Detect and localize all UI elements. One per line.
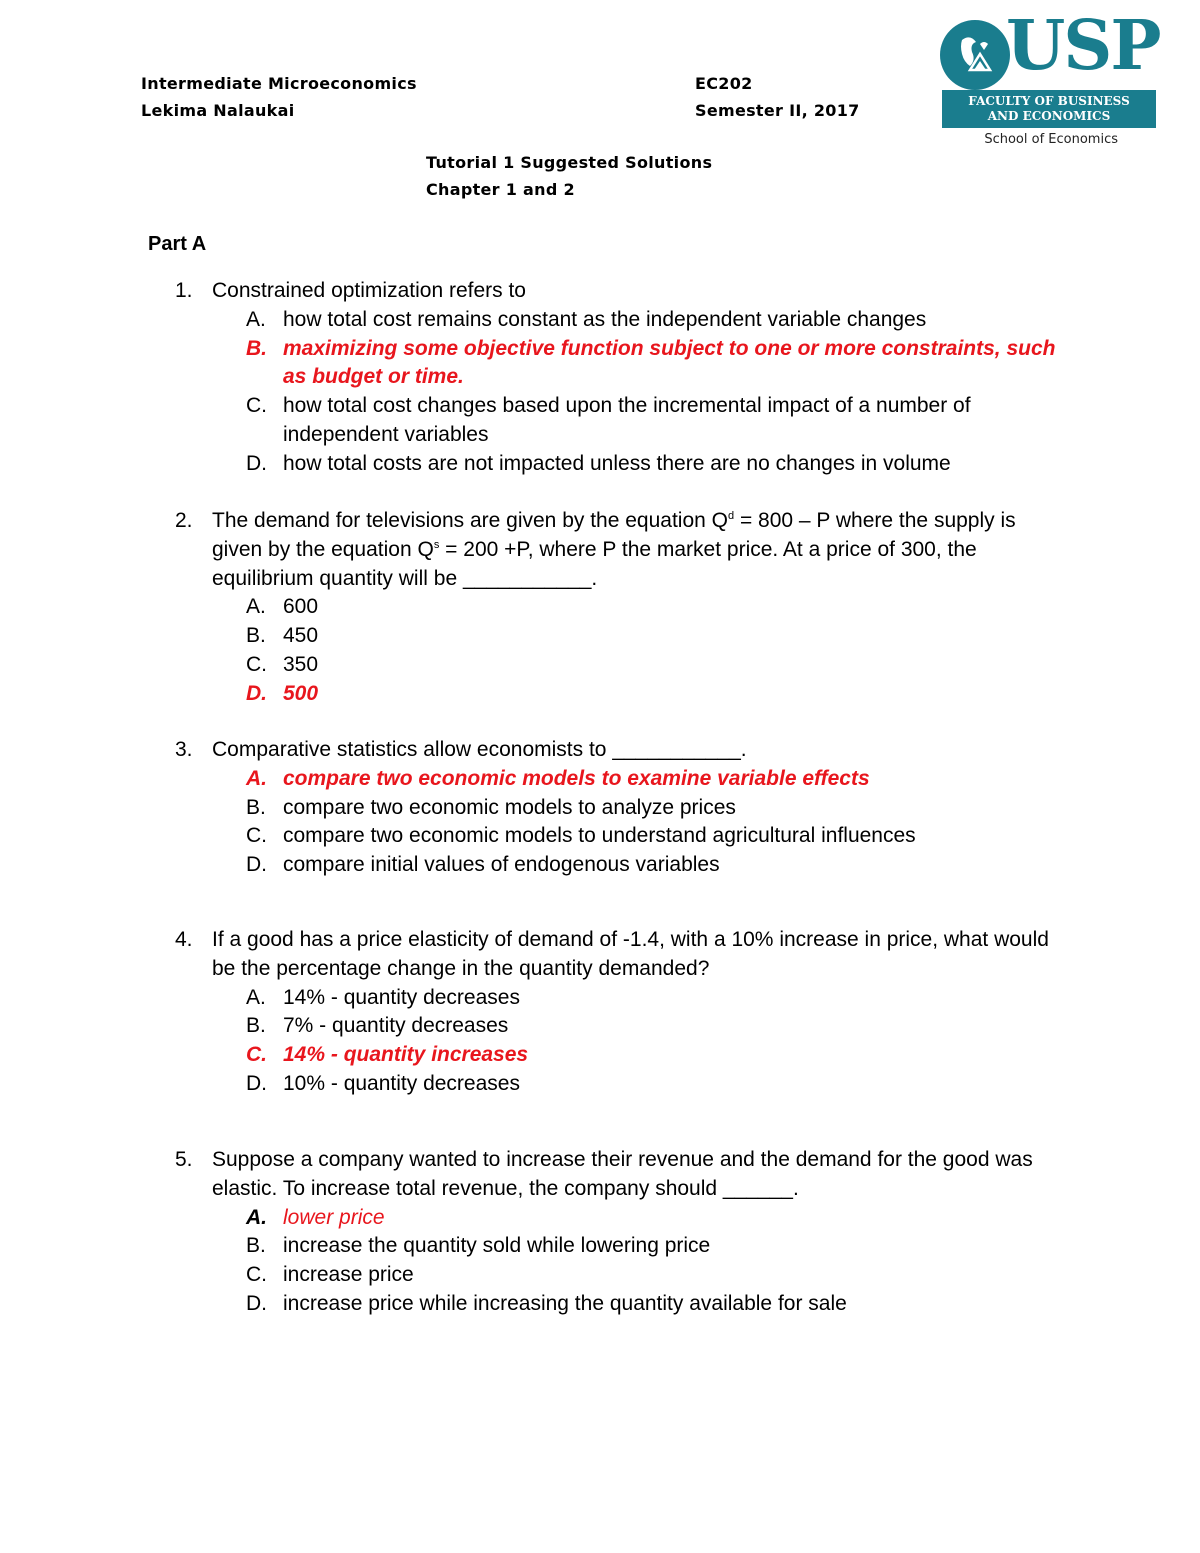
usp-emblem-icon [940,20,1010,90]
question-5 [175,1146,1075,1319]
option-c-correct [246,1041,1066,1070]
demand-superscript: d [727,510,735,522]
option-text: compare initial values of endogenous variables [283,853,720,877]
option-d [246,450,1066,479]
option-a [246,593,1066,622]
option-letter: B. [246,1234,266,1258]
question-number: 3. [175,738,193,761]
option-letter: D. [246,1291,267,1315]
option-list [246,593,1075,708]
document-title: Tutorial 1 Suggested Solutions [426,153,713,172]
option-letter: C. [246,652,267,676]
option-text: how total cost remains constant as the independent variable changes [283,307,927,331]
supply-superscript: s [433,538,440,551]
option-a-correct [246,1204,1066,1233]
option-letter: A. [246,985,266,1009]
chapter-label: Chapter 1 and 2 [426,180,575,199]
option-text: how total cost changes based upon the incremental impact of a number of independent variables [283,394,971,446]
semester: Semester II, 2017 [695,101,860,120]
option-letter: A. [246,1205,267,1229]
option-a-correct [246,765,1066,794]
question-text: If a good has a price elasticity of demand of -1.4, with a 10% increase in price, what would be the percentage change in the quantity demanded? [212,928,1049,980]
option-text: compare two economic models to understand agricultural influences [283,824,916,848]
option-d [246,1290,1066,1319]
course-title: Intermediate Microeconomics [141,74,417,93]
option-list [246,984,1075,1099]
option-d [246,1070,1066,1099]
part-title: Part A [148,233,207,255]
option-letter: B. [246,795,266,819]
option-a [246,306,1066,335]
option-text: 14% - quantity increases [283,1043,529,1067]
option-c [246,392,1066,450]
usp-wordmark: USP [1006,6,1160,86]
option-a [246,984,1066,1013]
option-text: increase the quantity sold while lowering price [283,1234,711,1258]
author-name: Lekima Nalaukai [141,101,295,120]
option-letter: B. [246,1014,266,1038]
faculty-line-1: FACULTY OF BUSINESS [968,94,1130,108]
question-number: 5. [175,1148,193,1171]
option-list [246,1204,1075,1319]
question-text-part-1: The demand for televisions are given by the equation Q [212,509,728,532]
question-text-part-3: = 200 +P, where P the market price. At a price of 300, the equilibrium quantity will be ___________. [212,537,977,590]
option-text: 10% - quantity decreases [283,1071,520,1095]
option-text: maximizing some objective function subject to one or more constraints, such as budget or time. [283,336,1056,389]
option-d-correct [246,680,1066,709]
question-text: Constrained optimization refers to [212,279,526,302]
option-letter: C. [246,824,267,848]
option-b [246,1012,1066,1041]
option-text: compare two economic models to examine variable effects [283,766,870,790]
option-letter: A. [246,307,266,331]
option-letter: A. [246,766,267,790]
option-text: compare two economic models to analyze prices [283,795,736,819]
question-number: 1. [175,279,193,302]
option-b [246,1232,1066,1261]
option-b-correct [246,335,1066,393]
option-text: 7% - quantity decreases [283,1014,509,1038]
option-text: lower price [283,1205,385,1229]
option-letter: A. [246,595,266,619]
option-letter: D. [246,681,267,705]
option-text: 450 [283,624,319,648]
option-c [246,651,1066,680]
option-text: increase price while increasing the quantity available for sale [283,1291,847,1315]
school-name: School of Economics [984,132,1118,147]
faculty-line-2: AND ECONOMICS [987,109,1111,123]
course-code: EC202 [695,74,753,93]
option-c [246,822,1066,851]
option-letter: D. [246,1071,267,1095]
option-letter: D. [246,853,267,877]
question-3 [175,736,1075,880]
option-letter: B. [246,336,267,360]
option-b [246,622,1066,651]
option-text: 500 [283,681,319,705]
option-letter: C. [246,1263,267,1287]
option-c [246,1261,1066,1290]
option-text: 350 [283,652,319,676]
question-2 [175,507,1075,709]
option-d [246,851,1066,880]
question-text: Suppose a company wanted to increase their revenue and the demand for the good was elastic. To increase total revenue, the company should ______. [212,1148,1033,1200]
option-text: 600 [283,595,319,619]
question-text-part-2: = 800 – P where the supply is given by the equation Q [212,509,1016,561]
question-4 [175,926,1075,1099]
option-letter: D. [246,451,267,475]
option-text: how total costs are not impacted unless there are no changes in volume [283,451,951,475]
option-list [246,306,1075,479]
option-text: 14% - quantity decreases [283,985,520,1009]
option-letter: B. [246,624,266,648]
option-list [246,765,1075,880]
question-text [212,507,1067,593]
option-letter: C. [246,394,267,418]
option-b [246,794,1066,823]
question-number: 4. [175,928,193,951]
question-1 [175,277,1075,479]
question-text: Comparative statistics allow economists to ___________. [212,738,747,761]
usp-logo [940,6,1160,150]
question-number: 2. [175,509,193,532]
option-letter: C. [246,1043,267,1067]
faculty-band [942,90,1156,128]
option-text: increase price [283,1263,414,1287]
